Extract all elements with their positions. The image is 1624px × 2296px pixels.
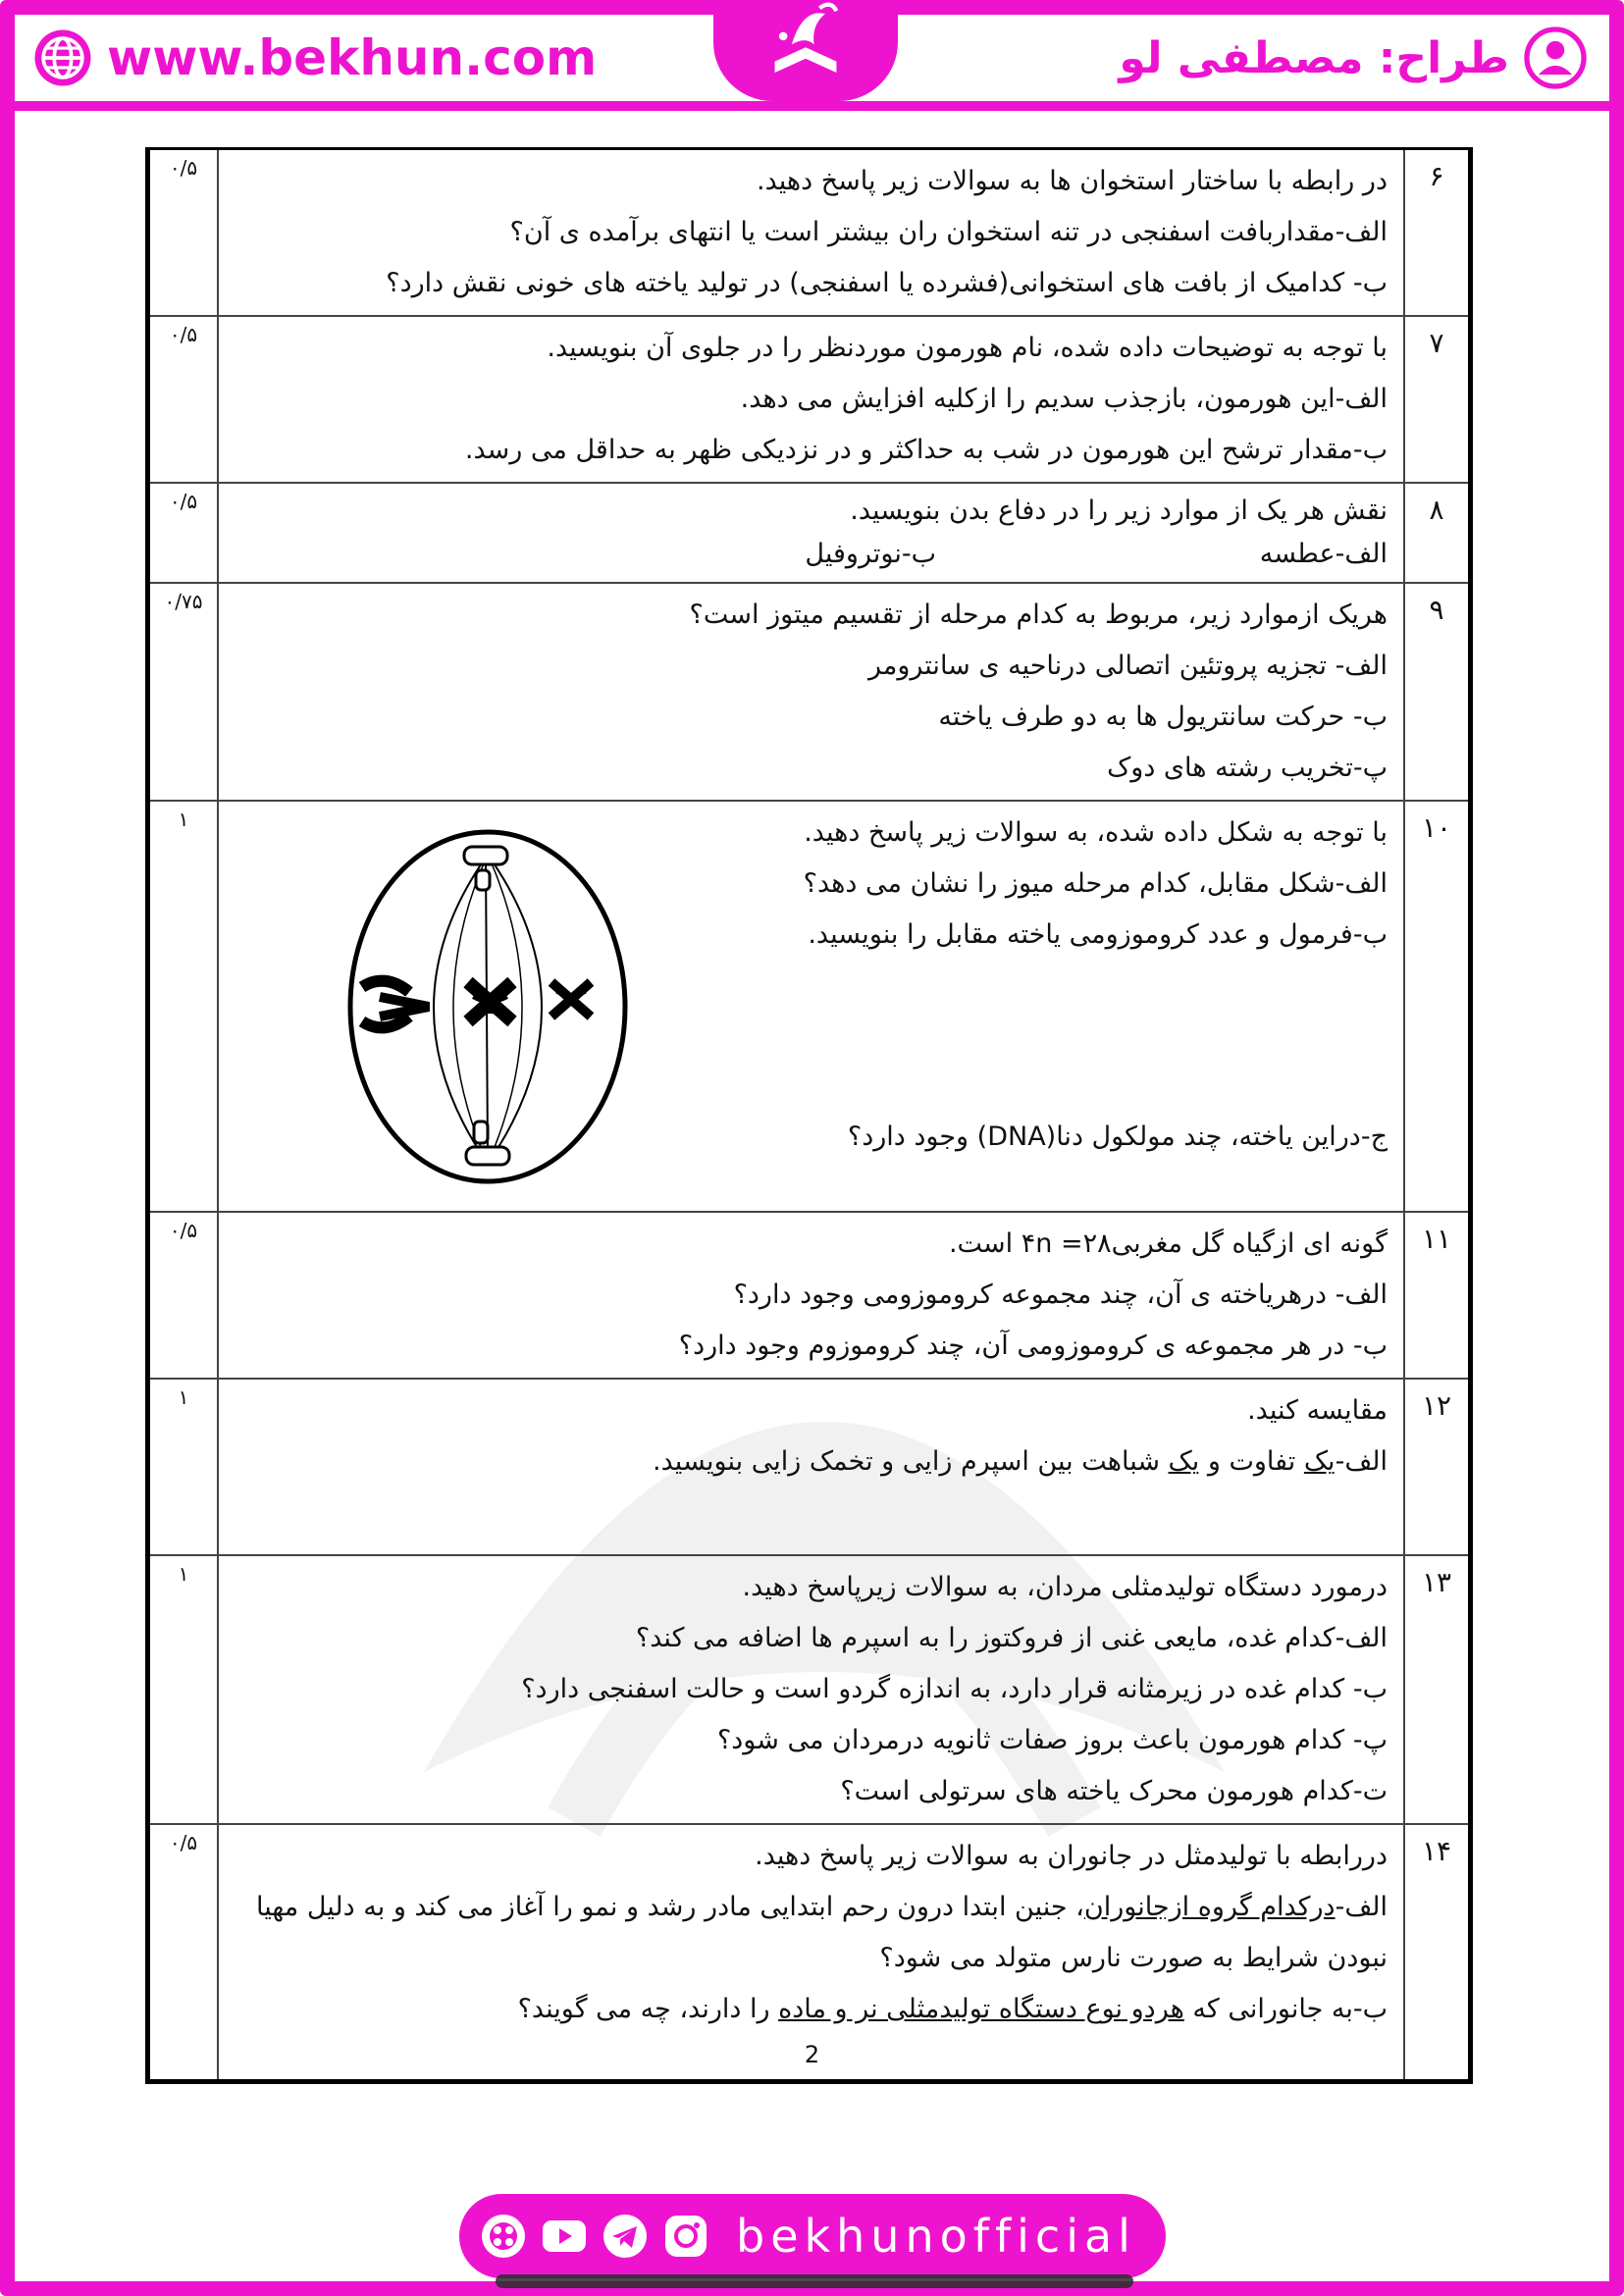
question-score: ۱: [148, 1379, 219, 1555]
question-part: الف-مقداربافت اسفنجی در تنه استخوان ران بیشتر است یا انتهای برآمده ی آن؟: [509, 217, 1388, 247]
question-row-12: [148, 1379, 1471, 1555]
question-body: [218, 1555, 1404, 1824]
part-text: ، جنین ابتدا درون رحم ابتدایی مادر رشد و نمو را آغاز می کند و به دلیل مهیا نبودن شرایط به صورت نارس متولد می شود؟: [255, 1892, 1388, 1973]
option-b: ب-نوتروفیل: [805, 539, 936, 569]
question-row-6: [148, 149, 1471, 317]
part-text: شباهت بین اسپرم زایی و تخمک زایی بنویسید.: [653, 1446, 1169, 1477]
question-text: با توجه به توضیحات داده شده، نام هورمون موردنظر را در جلوی آن بنویسید.: [547, 333, 1388, 363]
question-score: ۱: [148, 1555, 219, 1824]
question-score: ۰/۵: [148, 1212, 219, 1379]
question-text: با توجه به شکل داده شده، به سوالات زیر پاسخ دهید.: [804, 817, 1388, 848]
designer-name: طراح: مصطفی لو: [1119, 32, 1509, 83]
question-score: ۱: [148, 801, 219, 1212]
user-icon: [1523, 26, 1588, 90]
part-text: را دارند، چه می گویند؟: [517, 1994, 779, 2024]
question-row-10: [148, 801, 1471, 1212]
question-score: ۰/۵: [148, 149, 219, 317]
social-handle[interactable]: bekhunofficial: [736, 2210, 1136, 2263]
question-part: الف-این هورمون، بازجذب سدیم را ازکلیه افزایش می دهد.: [740, 384, 1388, 414]
youtube-icon[interactable]: [540, 2212, 589, 2261]
question-text: نقش هر یک از موارد زیر را در دفاع بدن بنویسید.: [850, 496, 1388, 526]
question-text: درمورد دستگاه تولیدمثلی مردان، به سوالات زیرپاسخ دهید.: [742, 1572, 1388, 1602]
logo-icon: [747, 0, 864, 92]
question-part: الف- تجزیه پروتئین اتصالی درناحیه ی سانترومر: [867, 651, 1388, 681]
page-number: 2: [804, 2041, 820, 2068]
question-text: هریک ازموارد زیر، مربوط به کدام مرحله از تقسیم میتوز است؟: [689, 600, 1388, 630]
question-part: پ-تخریب رشته های دوک: [1107, 753, 1388, 783]
question-row-13: [148, 1555, 1471, 1824]
question-body: [218, 1379, 1404, 1555]
question-part: ب- در هر مجموعه ی کروموزومی آن، چند کروموزوم وجود دارد؟: [678, 1331, 1388, 1361]
question-row-8: [148, 483, 1471, 583]
option-a: الف-عطسه: [1259, 539, 1388, 569]
site-url-link[interactable]: [32, 25, 597, 91]
telegram-icon[interactable]: [601, 2212, 650, 2261]
question-part: الف-کدام غده، مایعی غنی از فروکتوز را به اسپرم ها اضافه می کند؟: [635, 1623, 1388, 1653]
question-number: ۷: [1404, 316, 1471, 483]
question-part: [233, 1882, 1388, 1984]
question-part: الف-شکل مقابل، کدام مرحله میوز را نشان می دهد؟: [803, 868, 1388, 899]
question-part: ب- حرکت سانتریول ها به دو طرف یاخته: [938, 702, 1388, 732]
site-url-text: www.bekhun.com: [107, 29, 598, 86]
part-text: تفاوت و: [1199, 1446, 1304, 1477]
question-text: مقایسه کنید.: [1247, 1395, 1388, 1426]
part-prefix: ب-به جانورانی که: [1183, 1994, 1388, 2024]
question-score: ۰/۵: [148, 1824, 219, 2081]
question-text: در رابطه با ساختار استخوان ها به سوالات زیر پاسخ دهید.: [757, 166, 1388, 196]
question-body: [218, 583, 1404, 801]
question-row-7: [148, 316, 1471, 483]
question-part: [233, 1436, 1388, 1487]
question-score: ۰/۷۵: [148, 583, 219, 801]
footer-shadow: [496, 2274, 1133, 2288]
question-body: [218, 149, 1404, 317]
question-part: ب-فرمول و عدد کروموزومی یاخته مقابل را بنویسید.: [808, 919, 1388, 950]
question-text: گونه ای ازگیاه گل مغربی۲۸= ۴n است.: [948, 1228, 1388, 1259]
question-body: [218, 1212, 1404, 1379]
question-number: ۱۰: [1404, 801, 1471, 1212]
question-part: الف- درهریاخته ی آن، چند مجموعه کروموزومی وجود دارد؟: [733, 1279, 1388, 1310]
aparat-icon[interactable]: [479, 2212, 528, 2261]
question-part: ب- کدام غده در زیرمثانه قرار دارد، به اندازه گردو است و حالت اسفنجی دارد؟: [521, 1674, 1388, 1704]
question-number: ۱۱: [1404, 1212, 1471, 1379]
question-part: ج-دراین یاخته، چند مولکول دنا(DNA) وجود دارد؟: [847, 1122, 1388, 1152]
exam-table: [145, 147, 1473, 2084]
meiosis-cell-diagram: [341, 825, 635, 1188]
question-row-11: [148, 1212, 1471, 1379]
question-part: ت-کدام هورمون محرک یاخته های سرتولی است؟: [840, 1776, 1388, 1806]
question-part: پ- کدام هورمون باعث بروز صفات ثانویه درمردان می شود؟: [716, 1725, 1388, 1755]
globe-icon: [32, 27, 93, 88]
part-prefix: الف-: [1335, 1892, 1388, 1922]
underlined-word: یک: [1303, 1446, 1336, 1477]
question-number: ۱۲: [1404, 1379, 1471, 1555]
question-number: ۱۳: [1404, 1555, 1471, 1824]
question-row-9: [148, 583, 1471, 801]
question-body: [218, 801, 1404, 1212]
question-part: [233, 1984, 1388, 2035]
bekhun-logo: [713, 0, 898, 101]
instagram-icon[interactable]: [661, 2212, 710, 2261]
social-footer: [459, 2194, 1166, 2278]
question-score: ۰/۵: [148, 483, 219, 583]
question-part: ب-مقدار ترشح این هورمون در شب به حداکثر و در نزدیکی ظهر به حداقل می رسد.: [464, 435, 1388, 465]
question-number: ۸: [1404, 483, 1471, 583]
underlined-phrase: هردو نوع دستگاه تولیدمثلی نر و ماده: [778, 1994, 1184, 2024]
question-body: [218, 316, 1404, 483]
underlined-word: یک: [1168, 1446, 1200, 1477]
question-number: ۶: [1404, 149, 1471, 317]
question-options: [233, 533, 1388, 576]
part-prefix: الف-: [1335, 1446, 1388, 1477]
question-body: [218, 483, 1404, 583]
designer-credit: [1119, 25, 1588, 91]
underlined-phrase: درکدام گروه ازجانوران: [1083, 1892, 1336, 1922]
question-number: ۹: [1404, 583, 1471, 801]
question-number: ۱۴: [1404, 1824, 1471, 2081]
question-text: دررابطه با تولیدمثل در جانوران به سوالات زیر پاسخ دهید.: [755, 1841, 1388, 1871]
question-part: ب- کدامیک از بافت های استخوانی(فشرده یا اسفنجی) در تولید یاخته های خونی نقش دارد؟: [386, 268, 1388, 298]
question-score: ۰/۵: [148, 316, 219, 483]
